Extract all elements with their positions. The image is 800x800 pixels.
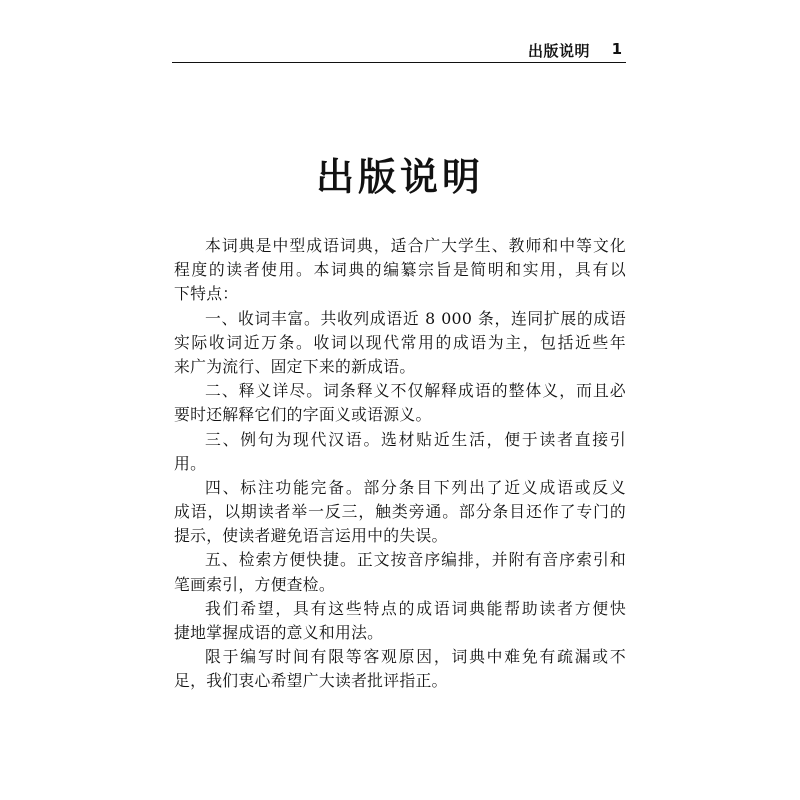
text-line: 实际收词近万条。收词以现代常用的成语为主，包括近些年 bbox=[174, 332, 626, 352]
text-line: 成语，以期读者举一反三，触类旁通。部分条目还作了专门的 bbox=[174, 502, 626, 522]
text-line: 二、释义详尽。词条释义不仅解释成语的整体义，而且必 bbox=[205, 381, 626, 401]
text-line: 程度的读者使用。本词典的编纂宗旨是简明和实用，具有以 bbox=[174, 260, 626, 280]
text-line: 捷地掌握成语的意义和用法。 bbox=[174, 623, 384, 642]
body-text bbox=[174, 234, 626, 694]
text-line: 本词典是中型成语词典，适合广大学生、教师和中等文化 bbox=[205, 236, 626, 255]
text-line: 三、例句为现代汉语。选材贴近生活，便于读者直接引 bbox=[205, 429, 626, 449]
text-line: 下特点： bbox=[174, 284, 239, 304]
page-title: 出版说明 bbox=[315, 155, 484, 199]
running-header-title: 出版说明 bbox=[527, 42, 590, 60]
text-line: 我们希望，具有这些特点的成语词典能帮助读者方便快 bbox=[205, 598, 626, 618]
text-line: 四、标注功能完备。部分条目下列出了近义成语或反义 bbox=[205, 477, 626, 497]
text-line: 五、检索方便快捷。正文按音序编排，并附有音序索引和 bbox=[205, 550, 626, 570]
text-line: 笔画索引，方便查检。 bbox=[174, 574, 335, 594]
page-number: 1 bbox=[611, 40, 622, 58]
text-line: 限于编写时间有限等客观原因，词典中难免有疏漏或不 bbox=[205, 647, 626, 667]
text-line: 用。 bbox=[174, 453, 207, 473]
text-line: 足，我们衷心希望广大读者批评指正。 bbox=[174, 671, 448, 691]
text-line: 一、收词丰富。共收列成语近 8 000 条，连同扩展的成语 bbox=[205, 308, 626, 328]
text-line: 来广为流行、固定下来的新成语。 bbox=[174, 356, 416, 376]
text-line: 提示，使读者避免语言运用中的失误。 bbox=[174, 526, 448, 546]
text-line: 要时还解释它们的字面义或语源义。 bbox=[174, 405, 432, 425]
running-header bbox=[172, 36, 626, 63]
